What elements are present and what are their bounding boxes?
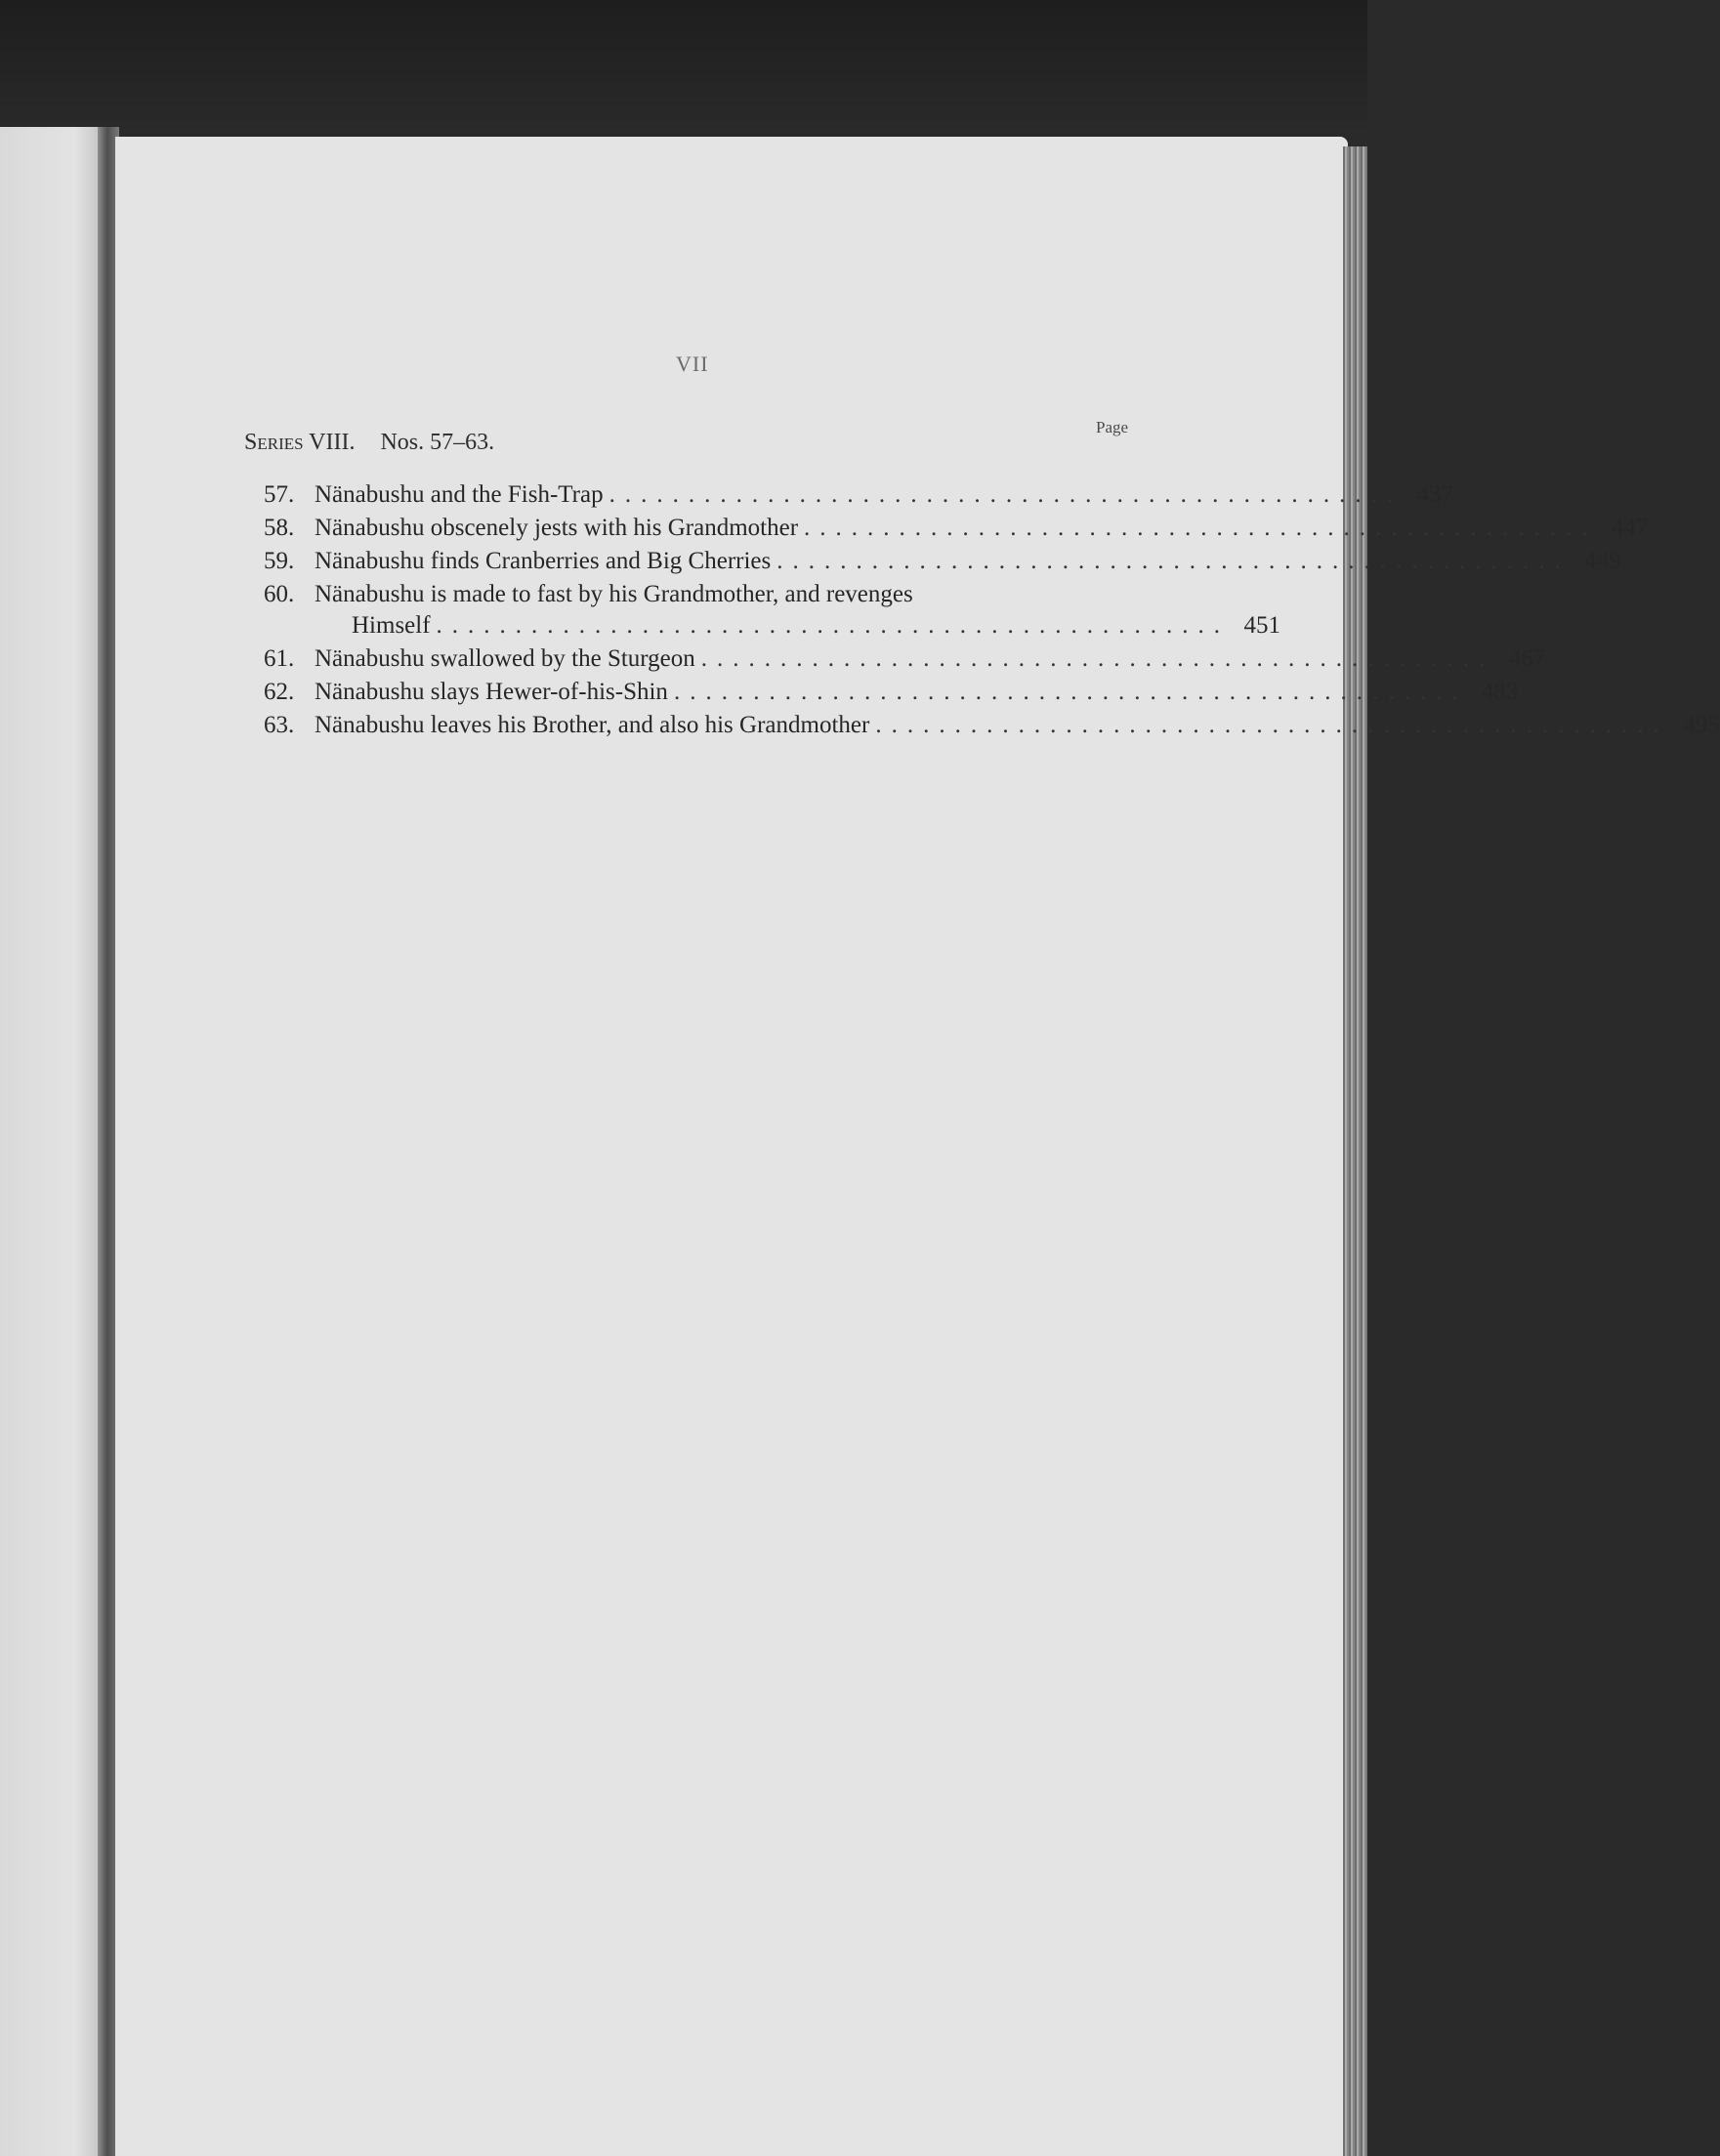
leader-dots: .................................................. bbox=[700, 645, 1495, 672]
entry-title: Nänabushu leaves his Brother, and also his Grandmother bbox=[315, 712, 870, 738]
toc-entry-58 bbox=[264, 512, 1649, 545]
entry-number: 62. bbox=[264, 679, 295, 705]
background-dark-right bbox=[1367, 0, 1391, 2156]
toc-entry-60 bbox=[264, 578, 1143, 609]
page-folio: VII bbox=[676, 352, 709, 376]
entry-title-continued: Himself bbox=[352, 612, 431, 639]
entry-page: 447 bbox=[1612, 515, 1649, 541]
entry-page: 495 bbox=[1683, 712, 1720, 738]
entry-number: 60. bbox=[264, 581, 295, 607]
entry-title: Nänabushu obscenely jests with his Grandmother bbox=[315, 515, 799, 541]
leader-dots: .................................................. bbox=[608, 481, 1404, 508]
entry-number: 57. bbox=[264, 481, 295, 508]
leader-dots: .................................................. bbox=[436, 612, 1231, 639]
toc-entry-57 bbox=[264, 478, 1454, 512]
left-page bbox=[0, 127, 107, 2156]
leader-dots: .................................................. bbox=[673, 679, 1468, 705]
toc-entry-60-continued bbox=[264, 609, 1281, 643]
toc-entry-63 bbox=[264, 709, 1720, 742]
series-heading bbox=[244, 430, 494, 456]
entry-title: Nänabushu and the Fish-Trap bbox=[315, 481, 604, 508]
leader-dots: .................................................. bbox=[776, 548, 1571, 574]
entry-number: 58. bbox=[264, 515, 295, 541]
entry-title: Nänabushu is made to fast by his Grandmother, and revenges bbox=[315, 581, 913, 607]
entry-number: 59. bbox=[264, 548, 295, 574]
leader-dots: .................................................. bbox=[804, 515, 1598, 541]
entry-page: 467 bbox=[1508, 645, 1546, 672]
entry-page: 437 bbox=[1416, 481, 1454, 508]
series-label: Series VIII. bbox=[244, 430, 356, 455]
entry-page: 483 bbox=[1481, 679, 1519, 705]
series-numbers: Nos. 57–63. bbox=[380, 430, 495, 455]
page-column-label: Page bbox=[1096, 418, 1129, 436]
background-dark-top bbox=[0, 0, 1391, 146]
entry-title: Nänabushu slays Hewer-of-his-Shin bbox=[315, 679, 668, 705]
toc-entry-62 bbox=[264, 676, 1519, 709]
entry-number: 63. bbox=[264, 712, 295, 738]
toc-entry-61 bbox=[264, 643, 1546, 676]
entry-number: 61. bbox=[264, 645, 295, 672]
entry-title: Nänabushu finds Cranberries and Big Cherries bbox=[315, 548, 772, 574]
leader-dots: .................................................. bbox=[875, 712, 1669, 738]
entry-page: 451 bbox=[1243, 612, 1281, 639]
entry-page: 449 bbox=[1584, 548, 1621, 574]
entry-title: Nänabushu swallowed by the Sturgeon bbox=[315, 645, 695, 672]
toc-entry-59 bbox=[264, 545, 1621, 578]
table-of-contents bbox=[264, 478, 1720, 742]
